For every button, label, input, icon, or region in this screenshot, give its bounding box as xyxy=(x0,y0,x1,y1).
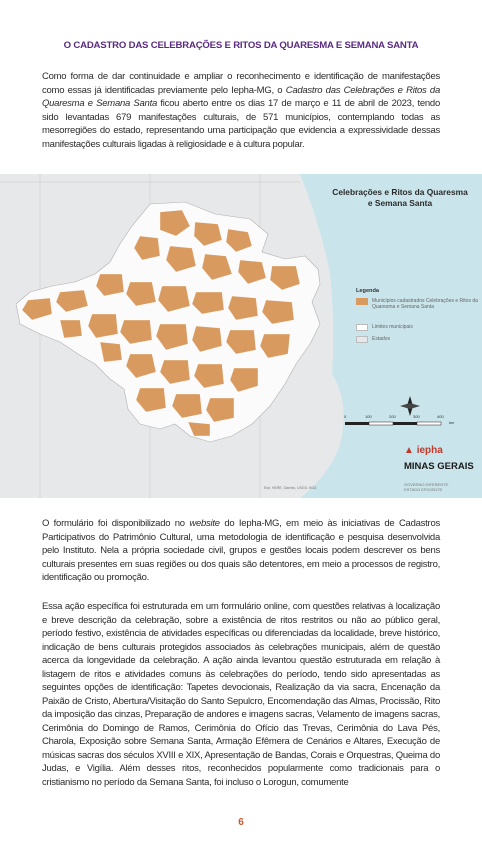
scale-unit: km xyxy=(449,420,455,425)
legend-swatch-registered xyxy=(356,298,368,305)
legend-swatch-states xyxy=(356,336,368,343)
legend-label-states: Estados xyxy=(372,336,391,342)
intro-paragraph xyxy=(42,70,440,151)
scale-label-0: 0 xyxy=(344,414,347,419)
legend-label-limits: Limites municipais xyxy=(372,324,413,330)
scale-label-400: 400 xyxy=(437,414,444,419)
map-figure xyxy=(0,174,482,498)
intro-text-a: Como forma de dar continuidade e ampliar o reconhecimento e identificação de manifestações como essas já identificadas previamente pelo Iepha-MG, o xyxy=(42,71,440,96)
scale-bar xyxy=(345,414,465,430)
intro-italic-title: Cadastro das Celebrações e Ritos da Quaresma e Semana Santa xyxy=(42,84,440,109)
map-title: Celebrações e Ritos da Quaresma e Semana Santa xyxy=(332,187,468,208)
section-heading: O CADASTRO DAS CELEBRAÇÕES E RITOS DA QUARESMA E SEMANA SANTA xyxy=(63,40,419,51)
scale-label-100: 100 xyxy=(365,414,372,419)
page-number: 6 xyxy=(238,817,244,828)
minas-gerais-tagline: GOVERNO DIFERENTE. ESTADO EFICIENTE. xyxy=(404,482,450,492)
iepha-logo: ▲ iepha xyxy=(404,445,443,456)
intro-text-b: ficou aberto entre os dias 17 de março e 11 de abril de 2023, tendo sido levantadas 679 manifestações culturais, de 571 municípios, contemplando todas as mesorregiões do estado, representando uma participação que evidencia a expressividade dessas manifestações culturais ligadas à religiosidade e à cultura popular. xyxy=(42,98,441,150)
iepha-logo-text: iepha xyxy=(416,445,443,456)
website-text-a: O formulário foi disponibilizado no xyxy=(42,518,190,529)
website-italic: website xyxy=(189,518,220,529)
scale-bar-graphic xyxy=(345,414,465,430)
map-credits: Esri, HERE, Garmin, USGS, NGA xyxy=(264,486,317,490)
minas-gerais-logo-text: MINAS GERAIS xyxy=(404,461,474,472)
website-text-b: do Iepha-MG, em meio às iniciativas de Cadastros Participativos do Patrimônio Cultural, uma metodologia de identificação e pesquisa desenvolvida pelo Instituto. Nela a própria sociedade civil, grupos e gestões locais podem descrever os bens culturais presentes em suas regiões ou dos quais são detentores, em meio a processos de registro, identificação ou promoção. xyxy=(42,518,440,583)
legend-title: Legenda xyxy=(356,288,380,294)
legend-swatch-limits xyxy=(356,324,368,331)
legend-label-registered: Municípios cadastrados Celebrações e Ritos da Quaresma e Semana Santa xyxy=(372,298,478,310)
scale-label-200: 200 xyxy=(389,414,396,419)
website-paragraph xyxy=(42,517,440,585)
scale-label-300: 300 xyxy=(413,414,420,419)
minas-gerais-logo xyxy=(404,462,474,471)
form-description-paragraph: Essa ação específica foi estruturada em um formulário online, com questões relativas à localização e breve descrição da celebração, sobre a existência de ritos restritos ou não ao público geral, período festivo, existência de atividades específicas ou diferenciadas da localidade, breve histórico, indicação de bens culturais protegidos associados às celebrações municipais, além de questão acerca da longevidade da celebração. A ação ainda levantou questão estruturada em relação à listagem de ritos e atividades comuns às celebrações do período, tendo sido apresentadas as seguintes opções de identificação: Tapetes devocionais, Realização da via sacra, Encenação da Paixão de Cristo, Abertura/Visitação do Santo Sepulcro, Encomendação das Almas, Procissão, Rito da imposição das cinzas, Preparação de andores e imagens sacras, Velamento de imagens sacras, Cerimônia do Domingo de Ramos, Cerimônia do Ofício das Trevas, Cerimônia do Lava Pés, Charola, Exposição sobre Semana Santa, Armação Efêmera de Cenários e Altares, Execução de músicas sacras dos séculos XVIII e XIX, Apresentação de Bandas, Corais e Orquestras, Queima do Judas, e Vigília. Além desses ritos, reconhecidos popularmente como tradicionais para o cristianismo no período da Semana Santa, foi incluso o Lorogun, comumente xyxy=(42,601,440,788)
